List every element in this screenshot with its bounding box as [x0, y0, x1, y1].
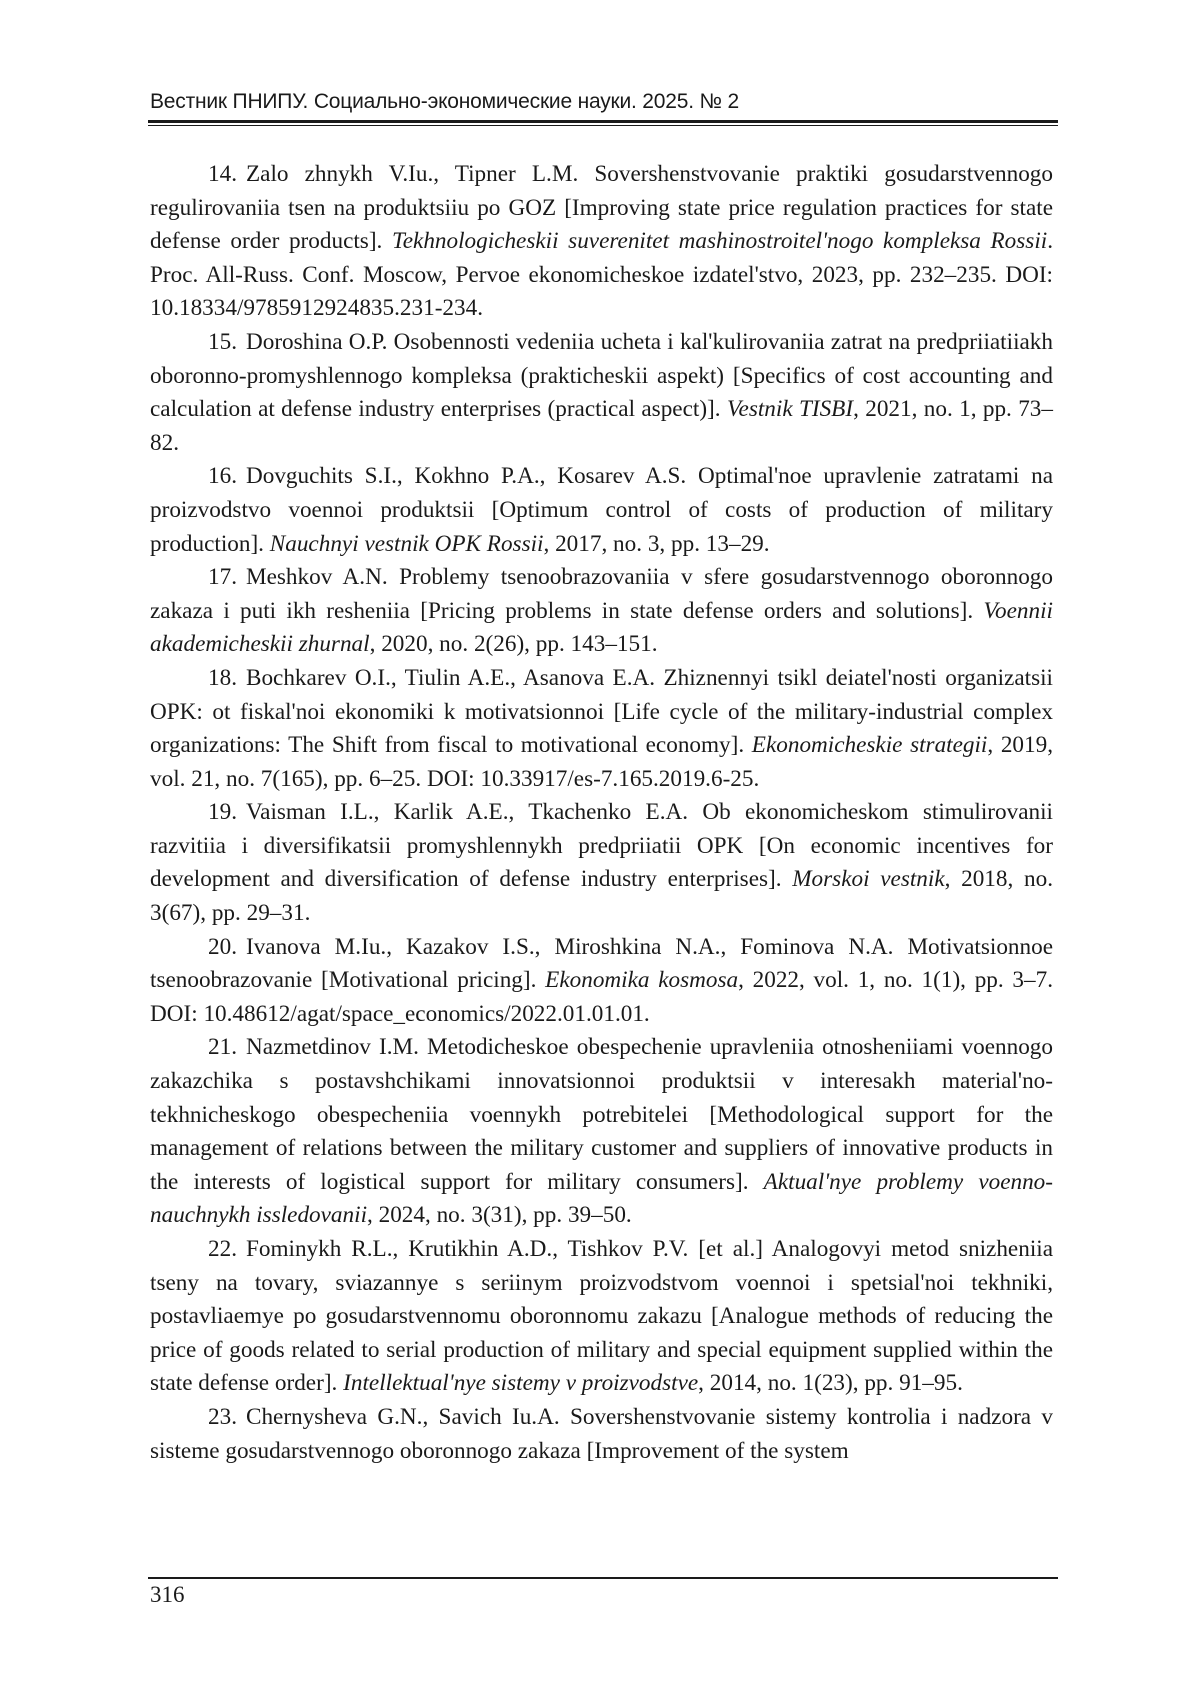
reference-text: Nazmetdinov I.M. Metodicheskoe obespechenie upravleniia otnosheniiami voennogo zakazchika s postavshchikami innovatsionnoi produktsii v interesakh material'no-tekhnicheskogo obespecheniia voennykh potrebitelei [Methodological support for the management of relations between the military customer and suppliers of innovative products in the interests of logistical support for military consumers]. [150, 1034, 1053, 1195]
reference-text: Meshkov A.N. Problemy tsenoobrazovaniia v sfere gosudarstvennogo oboronnogo zakaza i puti ikh resheniia [Pricing problems in state defense orders and solutions]. [150, 564, 1053, 624]
reference-21 [150, 1031, 1053, 1233]
reference-text: Zalo zhnykh V.Iu., Tipner L.M. Sovershenstvovanie praktiki gosudarstvennogo regulirovaniia tsen na produktsiiu po GOZ [Improving state price regulation practices for state defense order products]. [150, 161, 1053, 255]
reference-source: Tekhnologicheskii suverenitet mashinostroitel'nogo kompleksa Rossii [391, 228, 1048, 255]
reference-number: 14. [208, 161, 237, 187]
reference-17 [150, 561, 1053, 662]
reference-details: , 2020, no. 2(26), pp. 143–151. [369, 631, 658, 658]
reference-number: 21. [208, 1034, 237, 1061]
reference-16 [150, 460, 1053, 561]
reference-source: Voennii akademicheskii zhurnal [150, 597, 1053, 658]
reference-list [150, 158, 1053, 1468]
reference-details: , 2017, no. 3, pp. 13–29. [543, 530, 770, 557]
reference-number: 16. [208, 463, 237, 490]
reference-details: , 2021, no. 1, pp. 73–82. [150, 396, 1053, 456]
reference-23 [150, 1401, 1053, 1468]
reference-source: Nauchnyi vestnik OPK Rossii [269, 530, 544, 557]
reference-number: 15. [208, 328, 237, 355]
reference-text: Chernysheva G.N., Savich Iu.A. Sovershenstvovanie sistemy kontrolia i nadzora v sisteme gosudarstvennogo oboronnogo zakaza [Improvement of the system [150, 1403, 1053, 1464]
reference-number: 18. [208, 664, 237, 691]
reference-text: Dovguchits S.I., Kokhno P.A., Kosarev A.S. Optimal'noe upravlenie zatratami na proizvodstvo voennoi produktsii [Optimum control of costs of production of military production]. [150, 463, 1053, 557]
reference-18 [150, 662, 1053, 796]
reference-22 [150, 1233, 1053, 1401]
reference-number: 23. [208, 1403, 237, 1430]
reference-source: Vestnik TISBI [726, 396, 854, 423]
reference-number: 20. [208, 933, 237, 960]
reference-details: , 2018, no. 3(67), pp. 29–31. [150, 866, 1053, 927]
reference-text: Ivanova M.Iu., Kazakov I.S., Miroshkina N.A., Fominova N.A. Motivatsionnoe tsenoobrazovanie [Motivational pricing]. [150, 933, 1053, 994]
header-rule-thick [148, 120, 1058, 123]
reference-text: Doroshina O.P. Osobennosti vedeniia ucheta i kal'kulirovaniia zatrat na predpriiatiiakh oboronno-promyshlennogo kompleksa (prakticheskii aspekt) [Specifics of cost accounting and calculation at defense industry enterprises (practical aspect)]. [150, 328, 1053, 423]
footer-rule [148, 1577, 1058, 1579]
reference-source: Morskoi vestnik [792, 866, 945, 893]
reference-number: 17. [208, 564, 237, 591]
reference-15 [150, 326, 1053, 460]
header-rule-thin [148, 125, 1058, 126]
page-number: 316 [150, 1582, 185, 1607]
reference-source: Ekonomicheskie strategii [751, 732, 988, 759]
reference-20 [150, 931, 1053, 1032]
reference-text: Vaisman I.L., Karlik A.E., Tkachenko E.A. Ob ekonomicheskom stimulirovanii razvitiia i diversifikatsii promyshlennykh predpriiatii OPK [On economic incentives for development and diversification of defense industry enterprises]. [150, 799, 1053, 893]
reference-number: 19. [208, 799, 237, 826]
reference-source: Aktual'nye problemy voenno-nauchnykh issledovanii [150, 1168, 1053, 1229]
reference-details: , 2024, no. 3(31), pp. 39–50. [367, 1202, 632, 1229]
reference-details: , 2022, vol. 1, no. 1(1), pp. 3–7. DOI: 10.48612/agat/space_economics/2022.01.01.01. [150, 967, 1054, 1027]
reference-details: , 2014, no. 1(23), pp. 91–95. [698, 1370, 963, 1397]
reference-number: 22. [208, 1236, 237, 1262]
reference-14 [150, 158, 1053, 326]
reference-details: . Proc. All-Russ. Conf. Moscow, Pervoe ekonomicheskoe izdatel'stvo, 2023, pp. 232–235. DOI: 10.18334/9785912924835.231-234. [150, 228, 1054, 322]
reference-source: Ekonomika kosmosa [545, 967, 739, 994]
running-title: Вестник ПНИПУ. Социально-экономические науки. 2025. № 2 [150, 90, 739, 113]
reference-details: , 2019, vol. 21, no. 7(165), pp. 6–25. DOI: 10.33917/es-7.165.2019.6-25. [150, 732, 1053, 792]
reference-text: Bochkarev O.I., Tiulin A.E., Asanova E.A. Zhiznennyi tsikl deiatel'nosti organizatsii OPK: ot fiskal'noi ekonomiki k motivatsionnoi [Life cycle of the military-industrial complex organizations: The Shift from fiscal to motivational economy]. [150, 664, 1053, 759]
reference-text: Fominykh R.L., Krutikhin A.D., Tishkov P.V. [et al.] Analogovyi metod snizheniia tseny na tovary, sviazannye s seriinym proizvodstvom voennoi i spetsial'noi tekhniki, postavliaemye po gosudarstvennomu oboronnomu zakazu [Analogue methods of reducing the price of goods related to serial production of military and special equipment supplied within the state defense order]. [150, 1236, 1053, 1397]
reference-source: Intellektual'nye sistemy v proizvodstve [343, 1370, 699, 1397]
reference-19 [150, 796, 1053, 930]
